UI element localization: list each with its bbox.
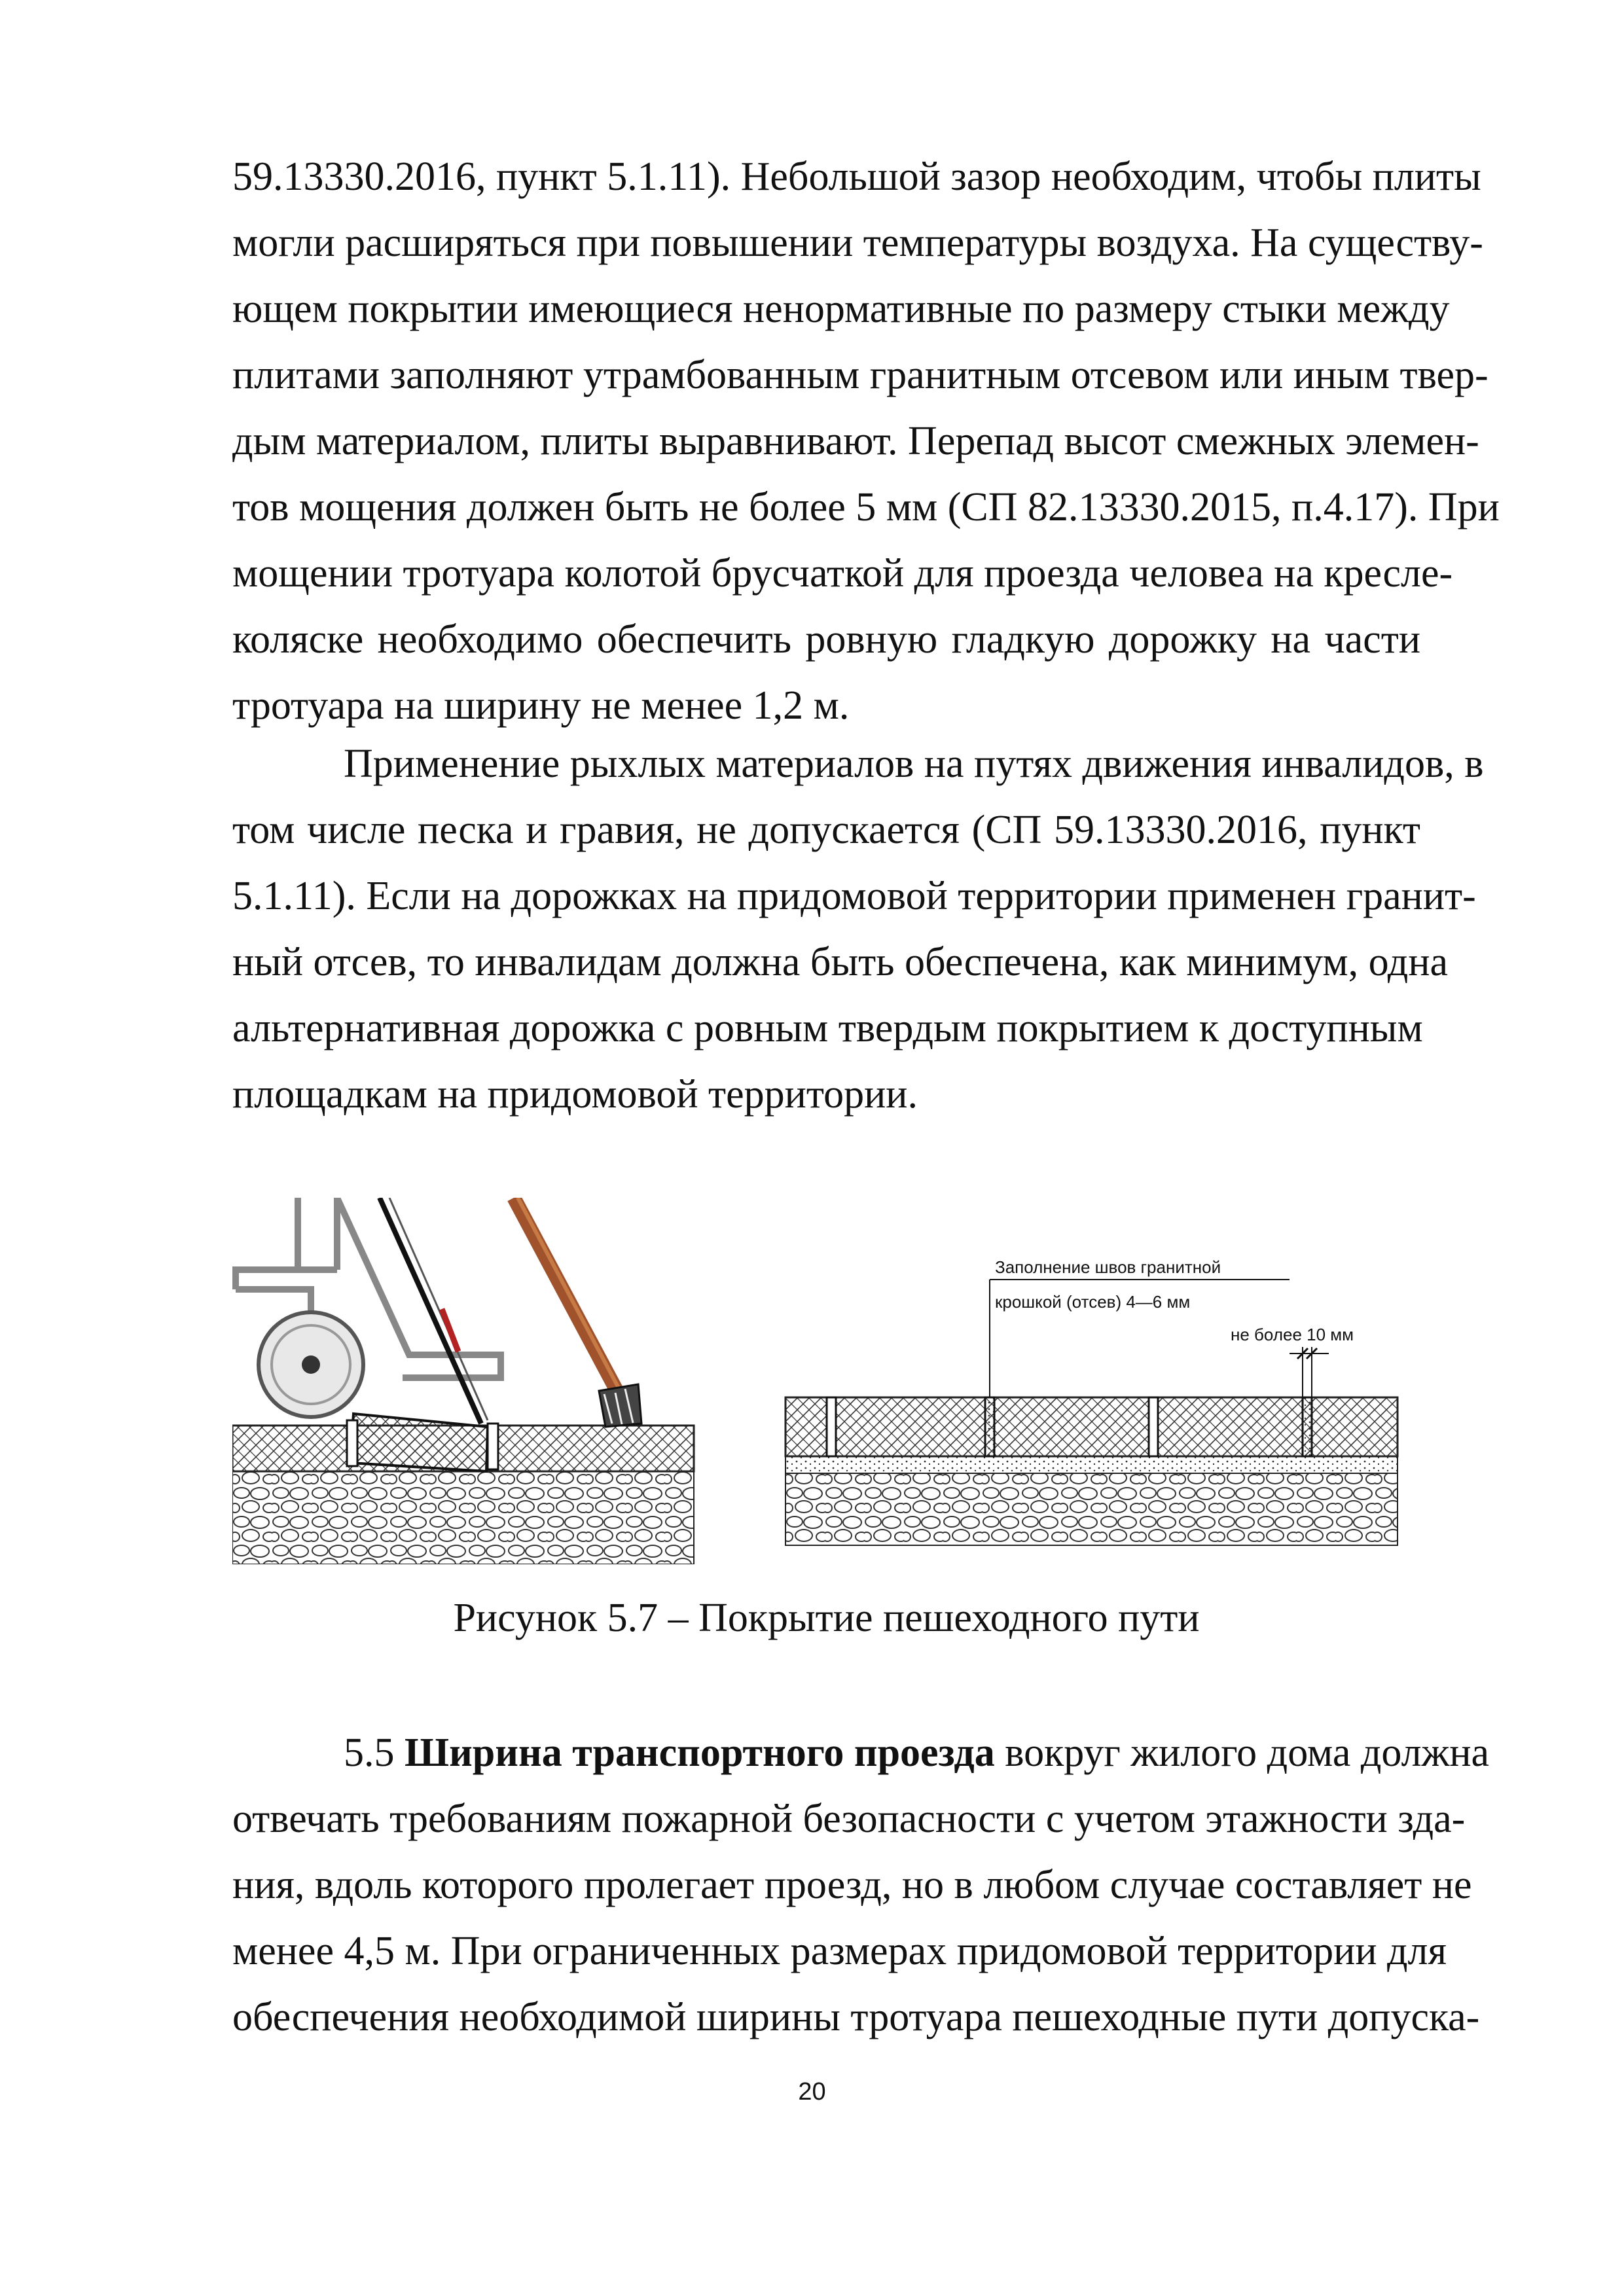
section-term: Ширина транспортного проезда: [405, 1731, 995, 1775]
wheelchair-icon: [232, 1198, 501, 1417]
joint-fill-label-line-1: Заполнение швов гранитной: [995, 1257, 1221, 1277]
left-illustration: [232, 1198, 694, 1564]
text-line: дым материалом, плиты выравнивают. Перепад высот смежных элемен-: [232, 419, 1479, 463]
text-line: том числе песка и гравия, не допускается (СП 59.13330.2016, пункт: [232, 808, 1420, 852]
text-line: коляске необходимо обеспечить ровную гладкую дорожку на части: [232, 617, 1420, 662]
section-number: 5.5: [344, 1731, 405, 1775]
text-line: 59.13330.2016, пункт 5.1.11). Небольшой зазор необходим, чтобы плиты: [232, 154, 1481, 199]
pavement-diagram: [232, 1198, 1420, 1564]
cane-icon: [380, 1198, 488, 1424]
page-number: 20: [798, 2078, 826, 2106]
broom-icon: [514, 1198, 641, 1427]
figure-caption: Рисунок 5.7 – Покрытие пешеходного пути: [453, 1596, 1200, 1640]
paragraph-1: [232, 144, 1500, 739]
text-line: могли расширяться при повышении температуры воздуха. На существу-: [232, 221, 1483, 265]
text-line: 5.1.11). Если на дорожках на придомовой территории применен гранит-: [232, 874, 1476, 918]
text-line: тротуара на ширину не менее 1,2 м.: [232, 683, 850, 728]
text-line: менее 4,5 м. При ограниченных размерах придомовой территории для: [232, 1929, 1447, 1973]
text-line: ющем покрытии имеющиеся ненормативные по размеру стыки между: [232, 287, 1450, 331]
text-line: Применение рыхлых материалов на путях движения инвалидов, в: [344, 742, 1484, 786]
text-line: мощении тротуара колотой брусчаткой для проезда человеа на кресле-: [232, 551, 1453, 596]
gap-label: не более 10 мм: [1231, 1325, 1354, 1344]
paragraph-2: [232, 731, 1484, 1128]
joint-fill-label-line-2: крошкой (отсев) 4—6 мм: [995, 1292, 1191, 1312]
text-line: обеспечения необходимой ширины тротуара пешеходные пути допуска-: [232, 1995, 1480, 2039]
text-line: ный отсев, то инвалидам должна быть обеспечена, как минимум, одна: [232, 940, 1449, 984]
text-line: площадкам на придомовой территории.: [232, 1072, 918, 1117]
text-line: плитами заполняют утрамбованным гранитным отсевом или иным твер-: [232, 353, 1489, 397]
right-cross-section: [785, 1257, 1398, 1545]
text-line: альтернативная дорожка с ровным твердым покрытием к доступным: [232, 1006, 1423, 1050]
text-line: ния, вдоль которого пролегает проезд, но в любом случае составляет не: [232, 1863, 1472, 1907]
pavement-figure: [232, 1198, 1420, 1564]
text-line: [232, 1720, 1490, 1786]
text-line: отвечать требованиям пожарной безопасности с учетом этажности зда-: [232, 1797, 1466, 1841]
paragraph-3: [232, 1720, 1490, 2051]
text-line: тов мощения должен быть не более 5 мм (СП 82.13330.2015, п.4.17). При: [232, 485, 1500, 529]
section-text: вокруг жилого дома должна: [994, 1731, 1490, 1775]
